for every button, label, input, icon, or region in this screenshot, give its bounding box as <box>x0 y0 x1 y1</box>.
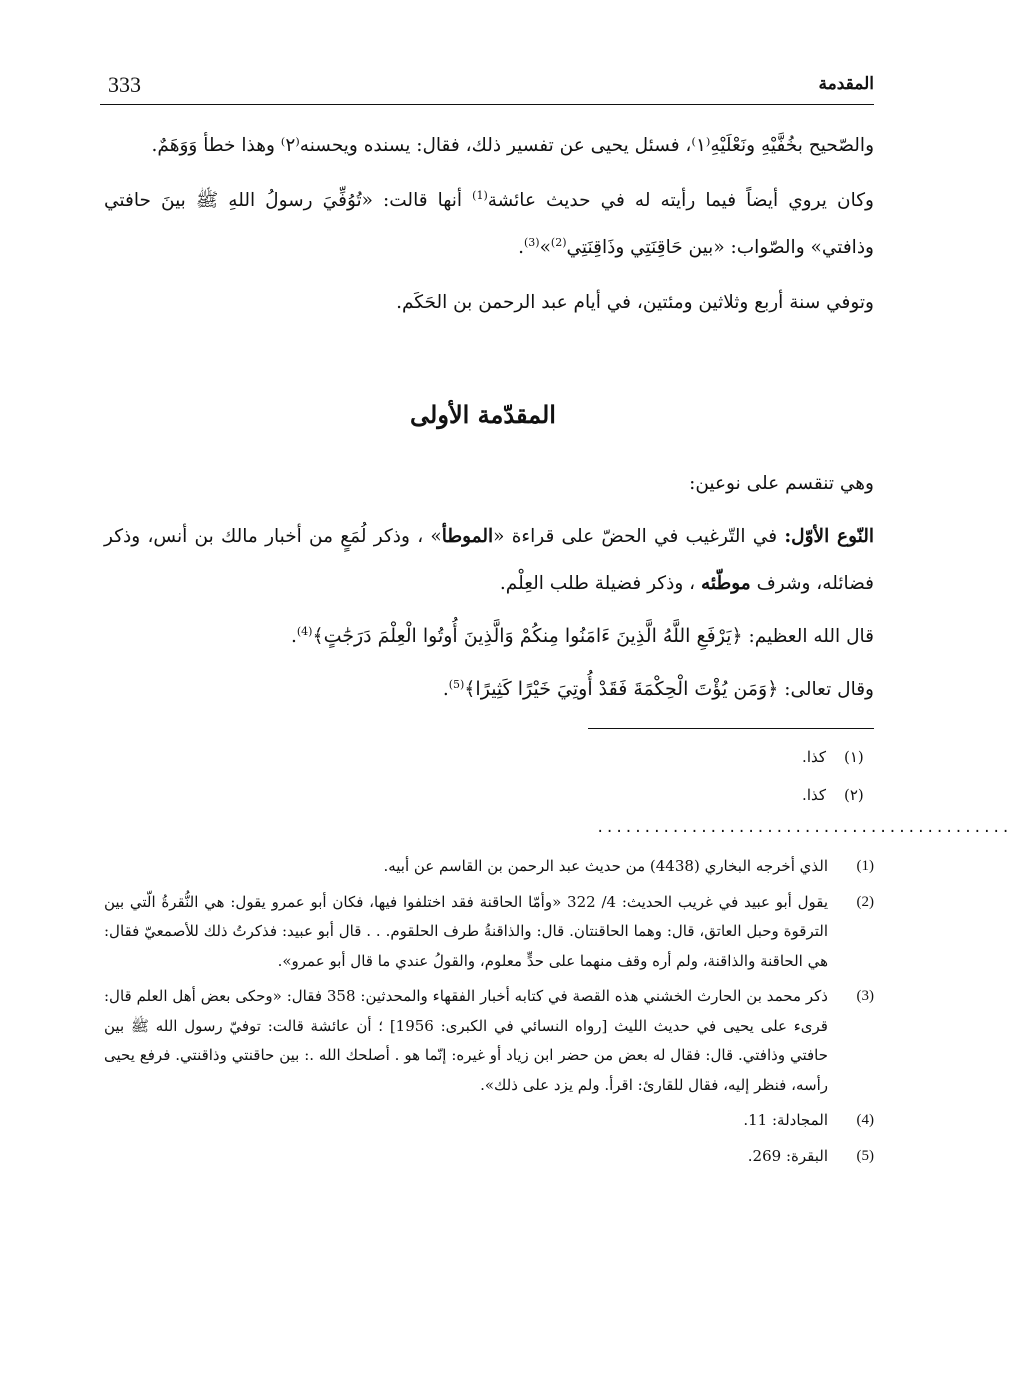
verse-2-period: . <box>442 679 449 700</box>
page-header <box>100 68 874 105</box>
section-intro: وهي تنقسم على نوعين: <box>689 473 874 494</box>
type-one-text-c: ، وذكر فضيلة طلب العِلْم. <box>499 573 702 594</box>
type-one-label: النّوع الأوّل: <box>784 526 875 547</box>
verse-1-period: . <box>290 626 297 647</box>
paragraph-3 <box>104 279 874 326</box>
footnote-4 <box>104 1106 874 1136</box>
verse-2-paragraph <box>104 666 874 713</box>
editor-note-2 <box>574 776 874 814</box>
paragraph-1 <box>104 122 874 169</box>
section-body <box>104 460 874 719</box>
muwattauh-word: موطّئه <box>701 573 751 594</box>
footnote-text: الذي أخرجه البخاري (4438) من حديث عبد الرحمن بن القاسم عن أبيه. <box>383 857 828 875</box>
footnote-ref-4: (4) <box>296 624 313 638</box>
section-title: المقدّمة الأولى <box>410 400 556 429</box>
footnote-number: (1) <box>856 858 874 874</box>
main-text <box>104 122 874 334</box>
paragraph-2-end: . <box>518 237 524 258</box>
footnote-number: (2) <box>856 893 874 910</box>
type-one-paragraph <box>104 513 874 607</box>
footnote-5 <box>104 1142 874 1172</box>
verse-1-intro: قال الله العظيم: <box>742 626 874 647</box>
editor-notes <box>574 738 874 814</box>
running-head: المقدمة <box>818 74 874 94</box>
footnote-2 <box>104 888 874 977</box>
paragraph-2-part-b: أنها قالت: «تُوُفِّيَ رسولُ اللهِ ﷺ بينَ حافتي وذافتي» والصّواب: «بين حَاقِنَتِي وذَاقِنَتِي <box>104 190 874 258</box>
paragraph-2-part-a: وكان يروي أيضاً فيما رأيته له في حديث عائشة <box>487 190 874 211</box>
footnote-ref-2: (2) <box>550 235 567 249</box>
footnote-3 <box>104 982 874 1100</box>
page-number: 333 <box>108 72 141 97</box>
paragraph-2 <box>104 177 874 271</box>
dotted-separator: ............................................ <box>596 820 1011 836</box>
verse-1-paragraph <box>104 613 874 660</box>
footnote-text: المجادلة: 11. <box>743 1111 828 1129</box>
footnote-ref-1: (1) <box>472 188 488 202</box>
footnote-number: (3) <box>856 988 874 1004</box>
verse-2: ﴿وَمَن يُؤْتَ الْحِكْمَةَ فَقَدْ أُوتِيَ خَيْرًا كَثِيرًا﴾ <box>464 678 779 700</box>
footnote-ref-5: (5) <box>448 677 465 691</box>
paragraph-2-part-c: » <box>539 237 551 258</box>
verse-1: ﴿يَرْفَعِ اللَّهُ الَّذِينَ ءَامَنُوا مِنكُمْ وَالَّذِينَ أُوتُوا الْعِلْمَ دَرَجَٰتٍ﴾ <box>312 625 743 647</box>
editor-note-number: (٢) <box>844 786 864 804</box>
paragraph-3-text: وتوفي سنة أربع وثلاثين ومئتين، في أيام عبد الرحمن بن الحَكَم. <box>396 292 874 313</box>
footnote-text: ذكر محمد بن الحارث الخشني هذه القصة في كتابه أخبار الفقهاء والمحدثين: 358 فقال: «وحكى بعض أهل العلم قال: قرىء على يحيى في حديث الليث [رواه النسائي في الكبرى: 1956] ؛ أن عائشة قالت: توفيّ رسول الله ﷺ بين حافتي وذافتي. قال: فقال له بعض من حضر ابن زياد أو غيره: إنّما هو . أصلحك الله .: بين حاقنتي وذاقنتي. فرفع يحيى رأسه، فنظر إليه، فقال للقارئ: اقرأ. ولم يزد على ذلك». <box>104 987 828 1094</box>
editor-note-1 <box>574 738 874 776</box>
type-one-text-b: » ، وذكر لُمَعٍ من أخبار مالك بن أنس، وذكر فضائله، وشرف <box>104 526 874 594</box>
footnote-text: البقرة: 269. <box>747 1146 828 1165</box>
footnote-rule <box>588 728 874 729</box>
type-one-text-a: في التّرغيب في الحضّ على قراءة « <box>493 526 785 547</box>
editor-note-text: كذا. <box>802 786 826 804</box>
footnote-ref-3: (3) <box>524 235 540 249</box>
verse-2-intro: وقال تعالى: <box>778 679 874 700</box>
editor-note-number: (١) <box>844 748 864 766</box>
footnote-number: (4) <box>856 1112 874 1128</box>
footnote-text: يقول أبو عبيد في غريب الحديث: 4/ 322 «وأمّا الحاقنة فقد اختلفوا فيها، فكان أبو عمرو يقول: هي النُّقرةُ الّتي بين الترقوة وحبل العاتق، قال: وهما الحاقنتان. قال: والذاقنةُ طرف الحلقوم. . . قال أبو عبيد: فذكرتُ ذلك للأصمعيّ فقال: هي الحاقنة والذاقنة، ولم أره وقف منهما على حدٍّ معلوم، والقولُ عندي ما قال أبو عمرو». <box>104 892 829 970</box>
footnotes <box>104 852 874 1177</box>
footnote-1 <box>104 852 874 882</box>
footnote-number: (5) <box>856 1147 874 1164</box>
paragraph-1-text: والصّحيح بخُفَّيْهِ ونَعْلَيْهِ⁽١⁾، فسئل يحيى عن تفسير ذلك، فقال: يسنده ويحسنه⁽٢⁾ وهذا خطأ وَوَهَمٌ. <box>151 135 874 156</box>
muwatta-title: الموطأ <box>441 526 494 547</box>
editor-note-text: كذا. <box>802 748 826 766</box>
